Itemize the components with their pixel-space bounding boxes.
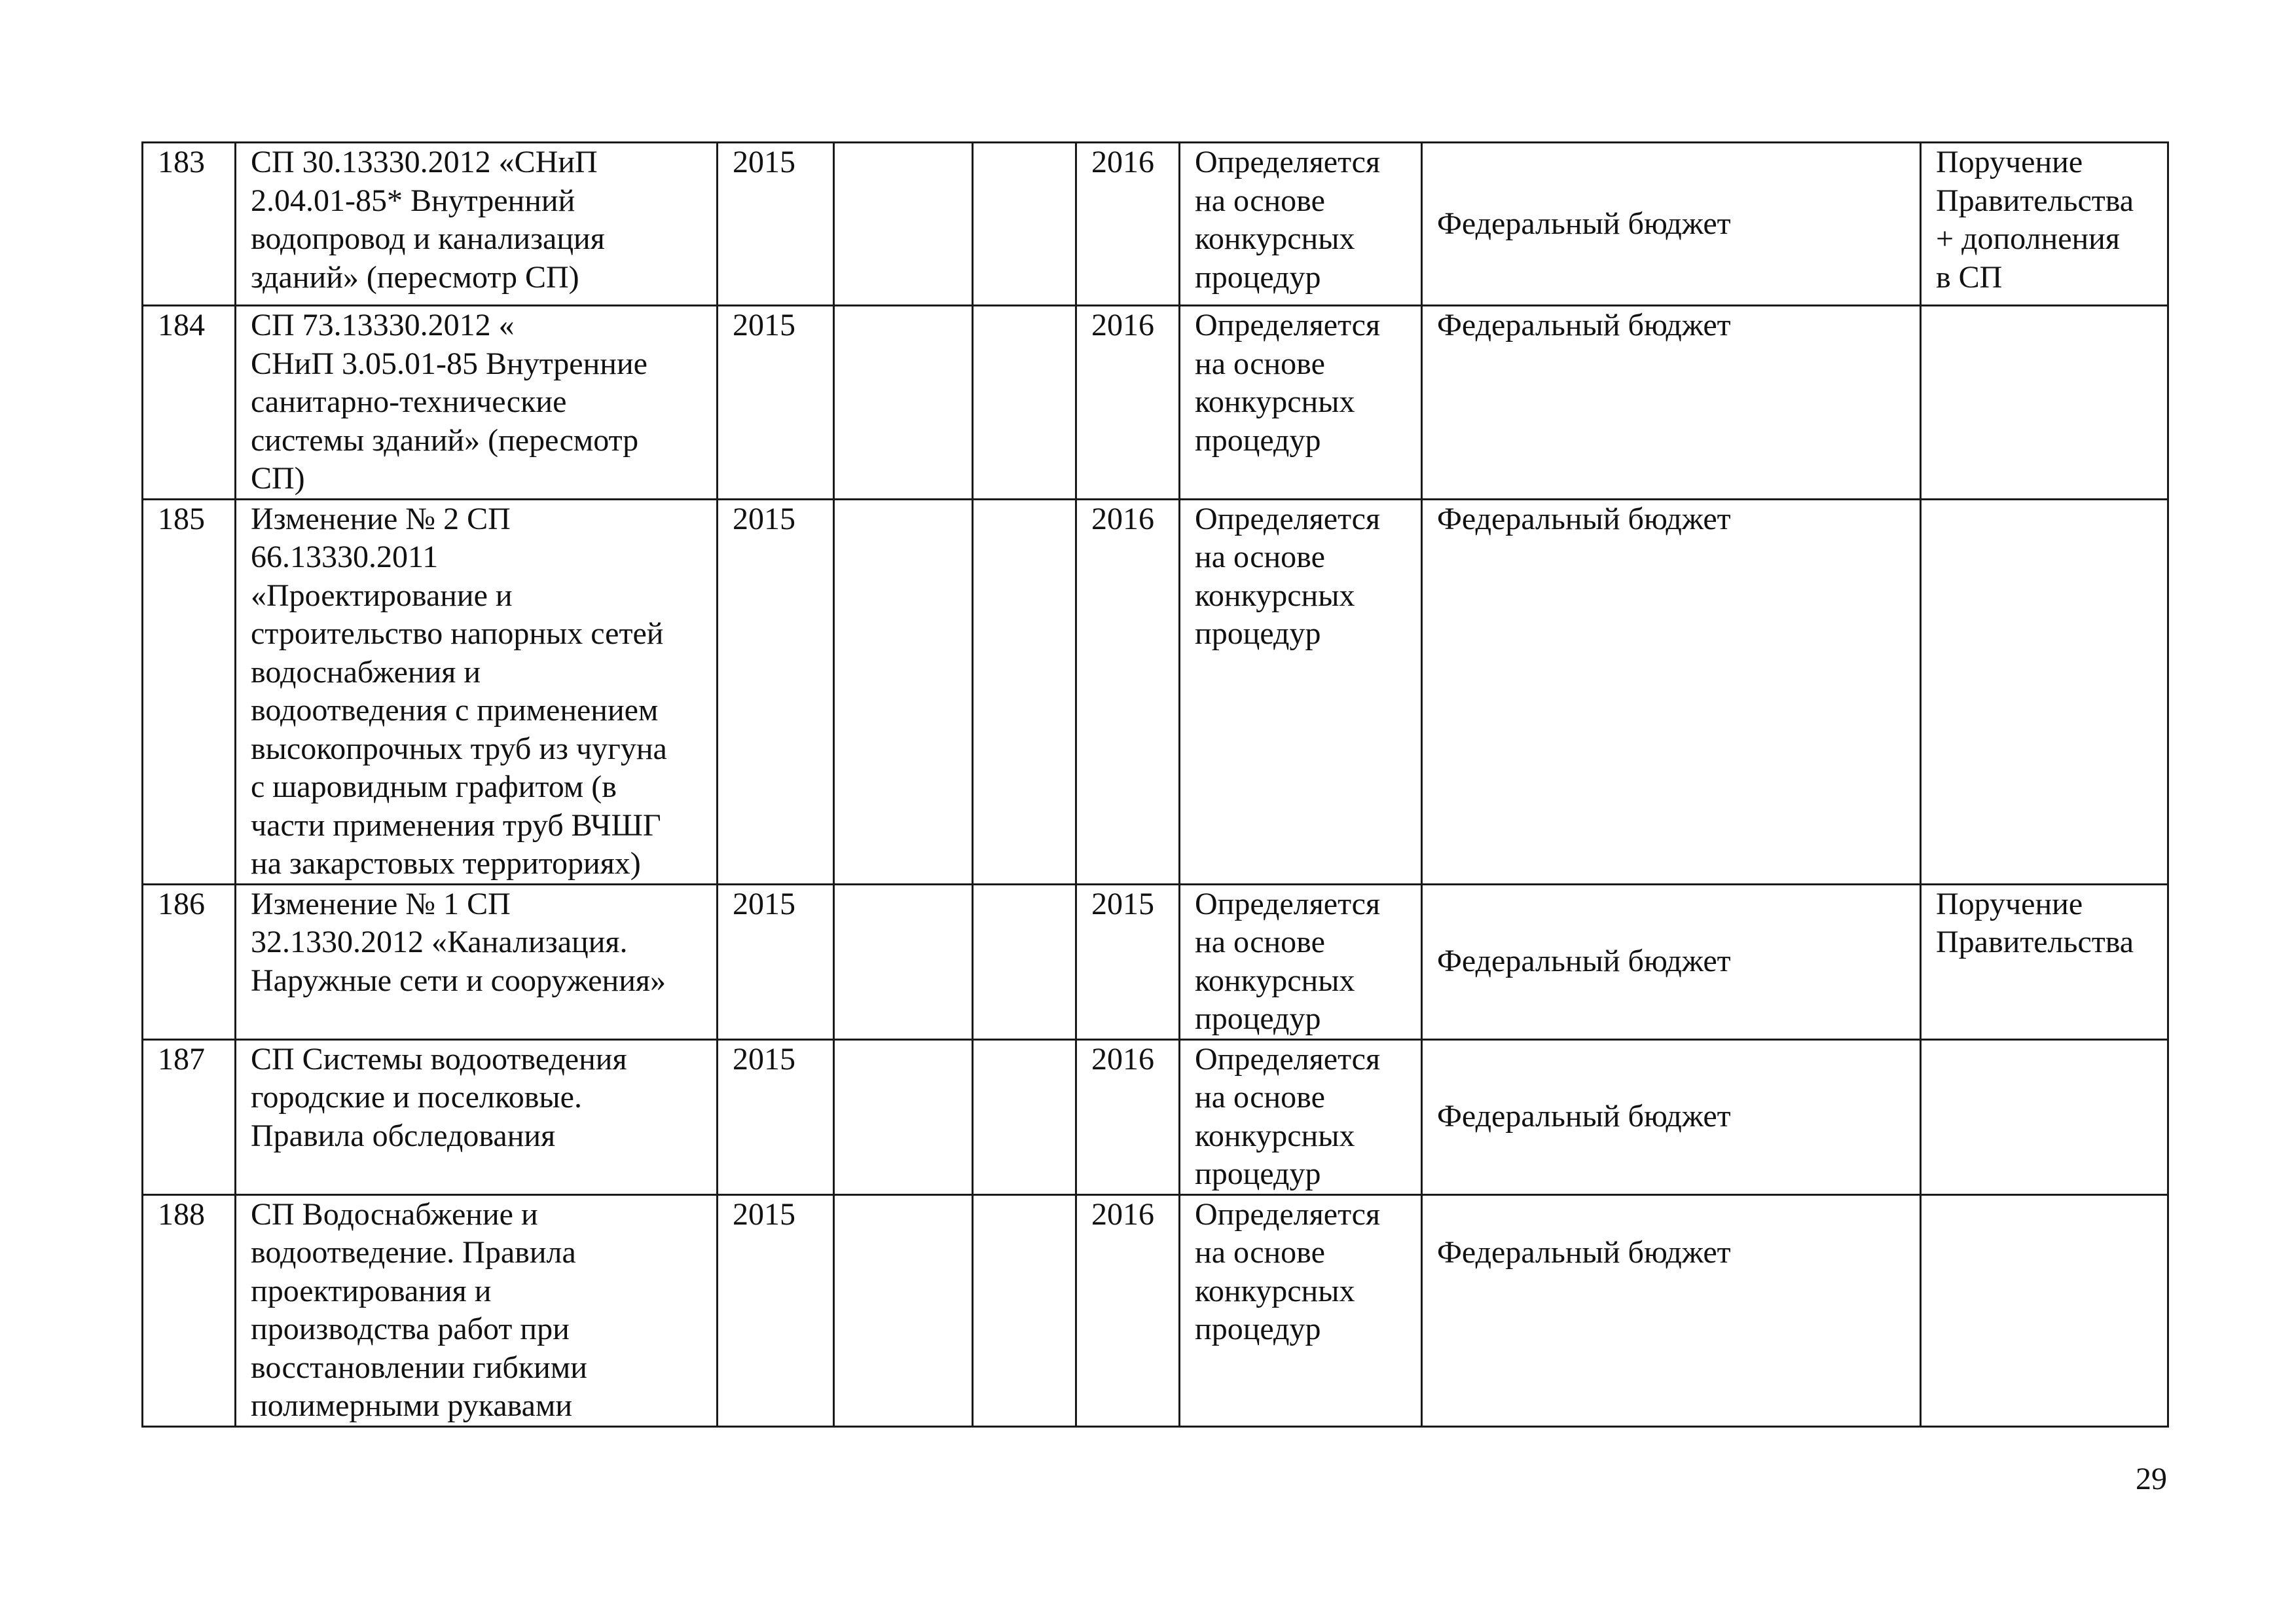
empty-cell	[973, 499, 1076, 884]
end-year: 2015	[1076, 884, 1180, 1039]
cost-note: Определяется на основе конкурсных процедур	[1180, 143, 1422, 306]
row-number: 187	[143, 1039, 236, 1194]
row-number: 186	[143, 884, 236, 1039]
row-number: 183	[143, 143, 236, 306]
funding-source: Федеральный бюджет	[1422, 884, 1921, 1039]
start-year: 2015	[718, 884, 834, 1039]
basis-note	[1921, 1039, 2168, 1194]
basis-note: Поручение Правительства + дополнения в СП	[1921, 143, 2168, 306]
basis-note	[1921, 1194, 2168, 1426]
basis-note	[1921, 499, 2168, 884]
start-year: 2015	[718, 1194, 834, 1426]
start-year: 2015	[718, 306, 834, 500]
table-row	[143, 306, 2168, 500]
document-title: СП Водоснабжение и водоотведение. Правила проектирования и производства работ при восстановлении гибкими полимерными рукавами	[236, 1194, 718, 1426]
empty-cell	[973, 306, 1076, 500]
end-year: 2016	[1076, 306, 1180, 500]
funding-source: Федеральный бюджет	[1422, 306, 1921, 500]
page-number: 29	[2136, 1462, 2167, 1496]
cost-note: Определяется на основе конкурсных процедур	[1180, 499, 1422, 884]
cost-note: Определяется на основе конкурсных процедур	[1180, 884, 1422, 1039]
basis-note	[1921, 306, 2168, 500]
empty-cell	[834, 306, 973, 500]
funding-source: Федеральный бюджет	[1422, 1194, 1921, 1426]
empty-cell	[973, 143, 1076, 306]
empty-cell	[834, 1039, 973, 1194]
document-title: Изменение № 1 СП 32.1330.2012 «Канализация. Наружные сети и сооружения»	[236, 884, 718, 1039]
document-title: Изменение № 2 СП 66.13330.2011 «Проектирование и строительство напорных сетей водоснабжения и водоотведения с применением высокопрочных труб из чугуна с шаровидным графитом (в части применения труб ВЧШГ на закарстовых территориях)	[236, 499, 718, 884]
funding-source: Федеральный бюджет	[1422, 499, 1921, 884]
work-plan-table	[141, 141, 2169, 1428]
cost-note: Определяется на основе конкурсных процедур	[1180, 1039, 1422, 1194]
empty-cell	[834, 499, 973, 884]
start-year: 2015	[718, 143, 834, 306]
empty-cell	[834, 884, 973, 1039]
table-row	[143, 143, 2168, 306]
start-year: 2015	[718, 499, 834, 884]
row-number: 184	[143, 306, 236, 500]
empty-cell	[973, 1194, 1076, 1426]
cost-note: Определяется на основе конкурсных процедур	[1180, 1194, 1422, 1426]
document-title: СП 30.13330.2012 «СНиП 2.04.01-85* Внутренний водопровод и канализация зданий» (пересмотр СП)	[236, 143, 718, 306]
empty-cell	[834, 143, 973, 306]
funding-source: Федеральный бюджет	[1422, 1039, 1921, 1194]
cost-note: Определяется на основе конкурсных процедур	[1180, 306, 1422, 500]
empty-cell	[834, 1194, 973, 1426]
basis-note: Поручение Правительства	[1921, 884, 2168, 1039]
table-row	[143, 1039, 2168, 1194]
end-year: 2016	[1076, 1194, 1180, 1426]
start-year: 2015	[718, 1039, 834, 1194]
row-number: 185	[143, 499, 236, 884]
table-row	[143, 884, 2168, 1039]
funding-source: Федеральный бюджет	[1422, 143, 1921, 306]
table-row	[143, 499, 2168, 884]
document-title: СП 73.13330.2012 « СНиП 3.05.01-85 Внутренние санитарно-технические системы зданий» (пересмотр СП)	[236, 306, 718, 500]
row-number: 188	[143, 1194, 236, 1426]
empty-cell	[973, 1039, 1076, 1194]
table-row	[143, 1194, 2168, 1426]
end-year: 2016	[1076, 1039, 1180, 1194]
empty-cell	[973, 884, 1076, 1039]
end-year: 2016	[1076, 143, 1180, 306]
end-year: 2016	[1076, 499, 1180, 884]
document-title: СП Системы водоотведения городские и поселковые. Правила обследования	[236, 1039, 718, 1194]
